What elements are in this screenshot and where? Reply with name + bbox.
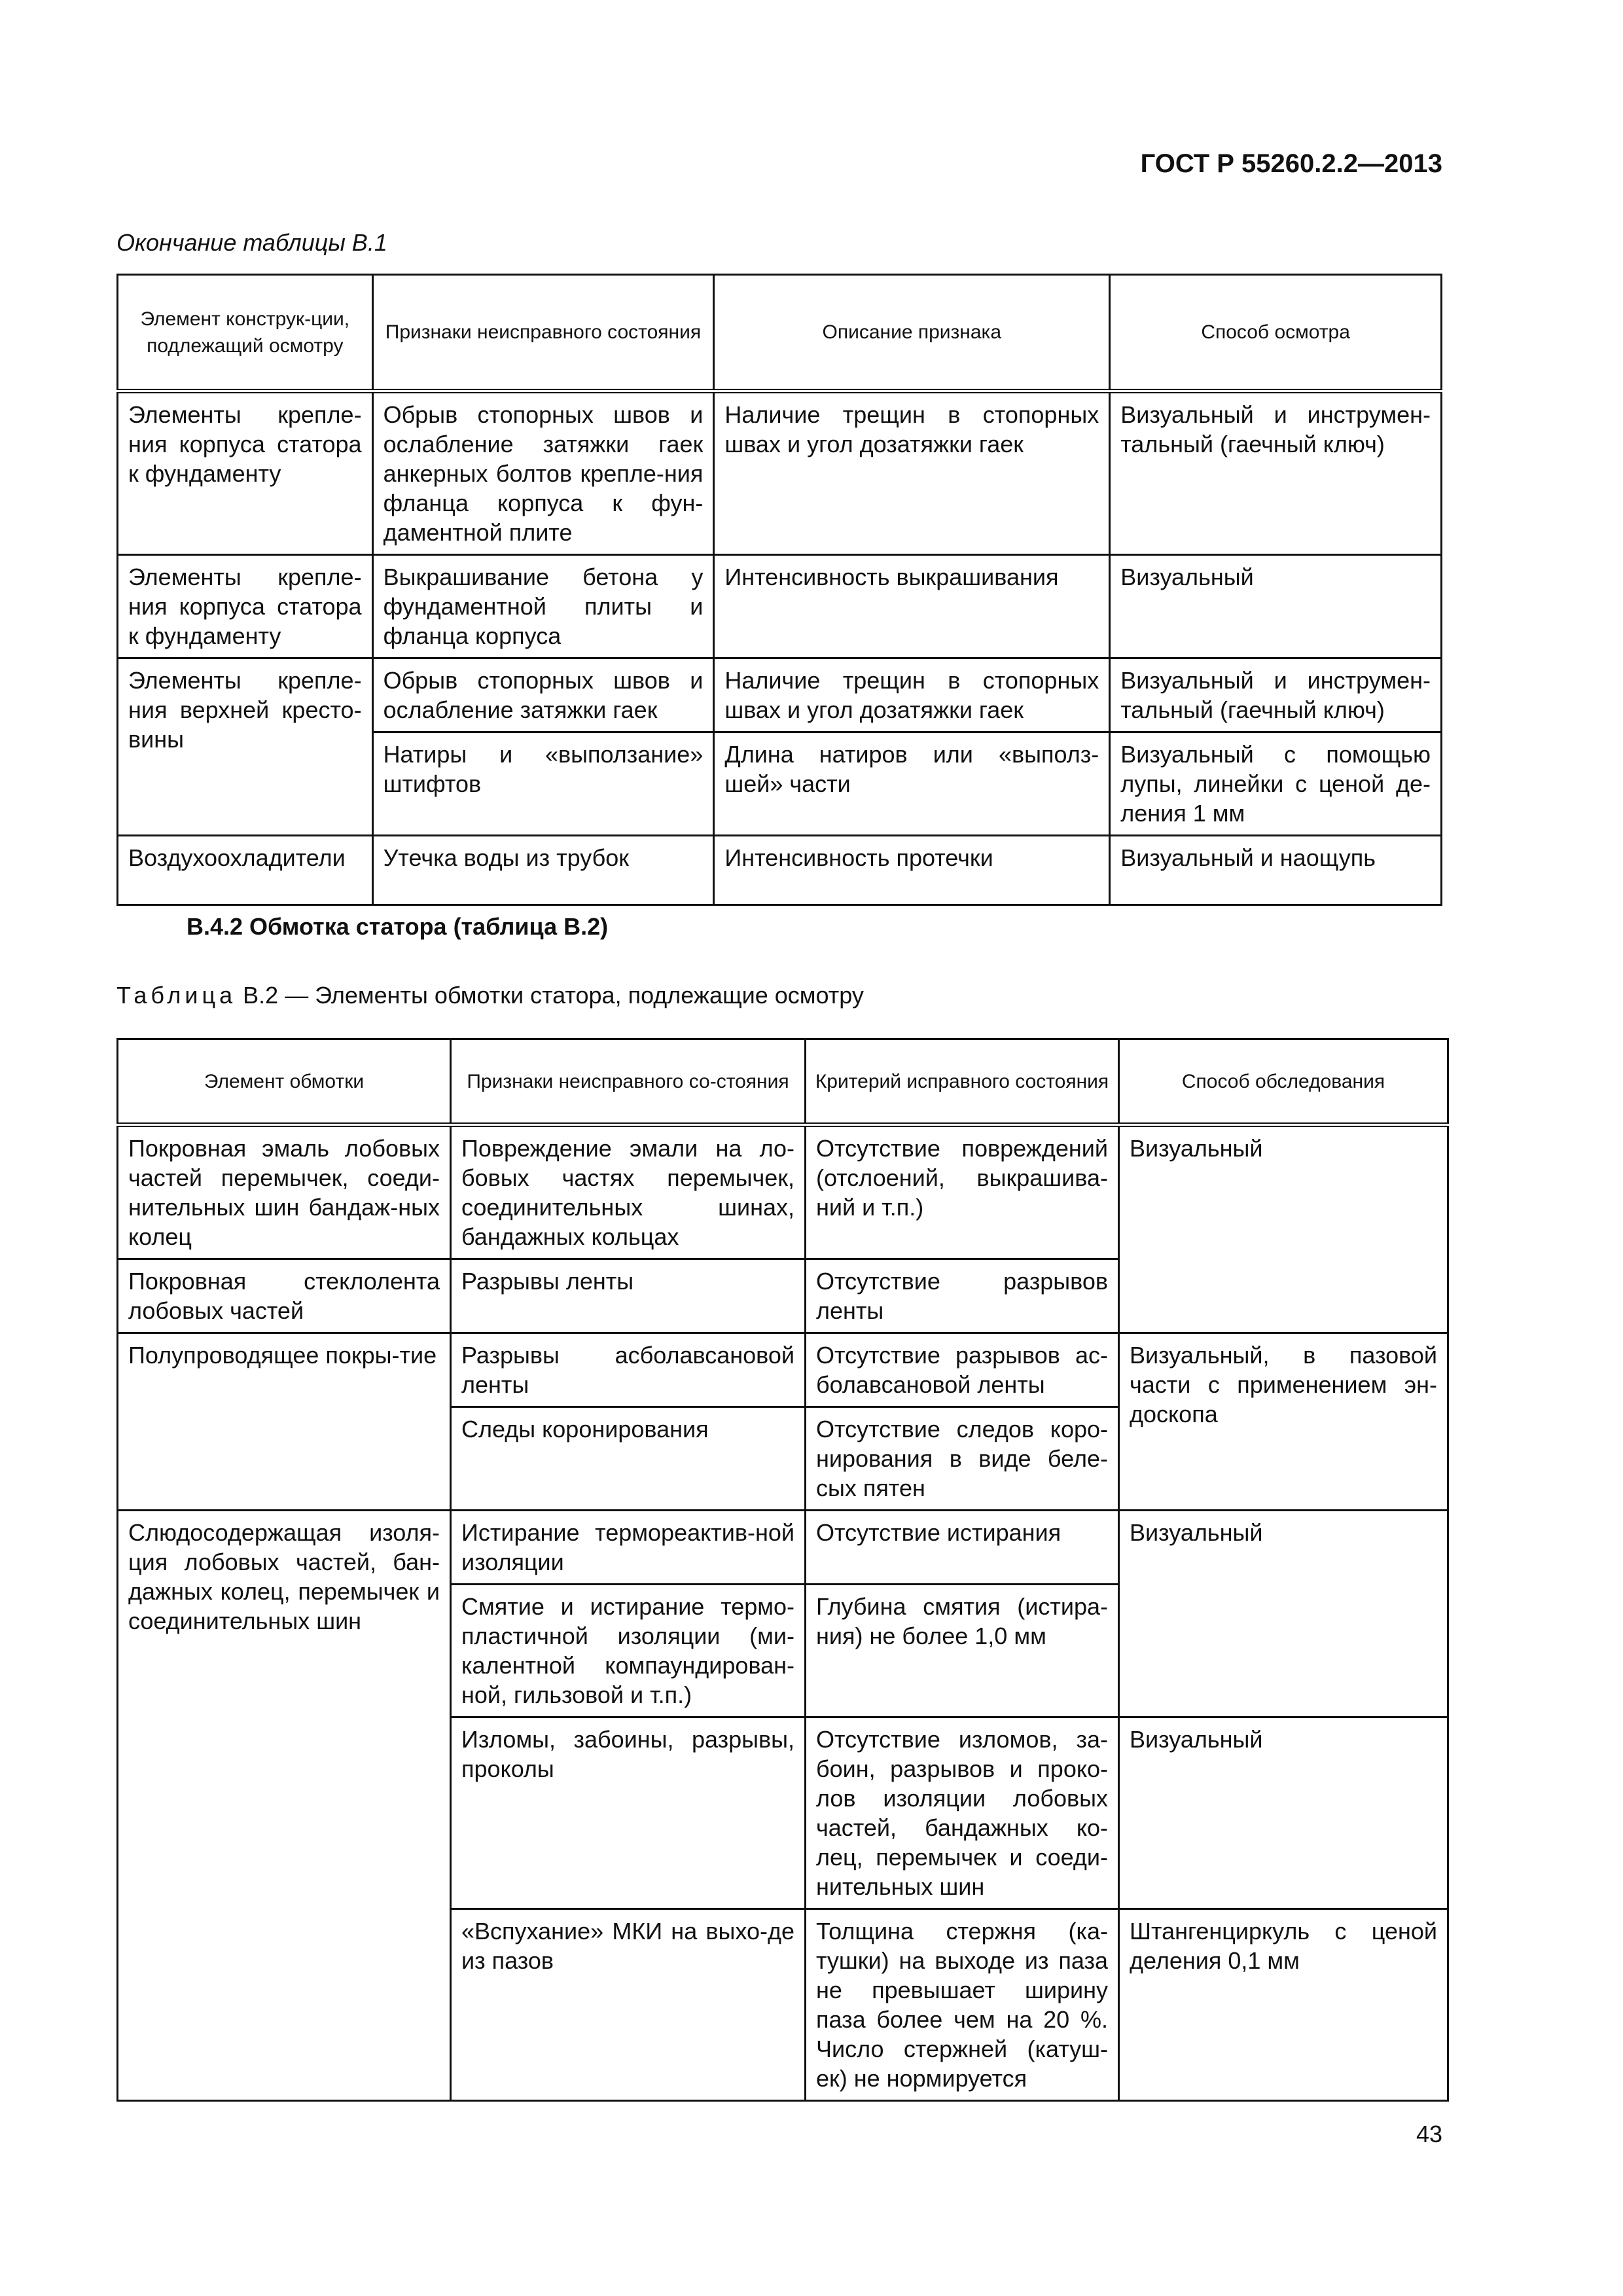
table-row [118,658,1442,732]
table-row [118,391,1442,555]
table-cell: Повреждение эмали на ло-бовых частях перемычек, соединительных шинах, бандажных кольцах [451,1125,806,1259]
table-cell: Толщина стержня (ка-тушки) на выходе из паза не превышает ширину паза более чем на 20 %. Число стержней (катуш-ек) не нормируется [806,1909,1119,2101]
table1-caption: Окончание таблицы В.1 [116,229,387,256]
table-cell: Разрывы асболавсановой ленты [451,1333,806,1407]
table-cell: Элементы крепле-ния корпуса статора к фундаменту [118,391,373,555]
table-cell: Покровная стеклолента лобовых частей [118,1259,451,1333]
table-cell: Изломы, забоины, разрывы, проколы [451,1717,806,1909]
table-cell: Обрыв стопорных швов и ослабление затяжки гаек анкерных болтов крепле-ния фланца корпуса к фун-даментной плите [372,391,714,555]
table-cell: Штангенциркуль с ценой деления 0,1 мм [1119,1909,1448,2101]
section-heading: В.4.2 Обмотка статора (таблица В.2) [187,913,609,940]
table-row [118,1511,1448,1585]
column-header: Способ осмотра [1110,275,1442,391]
column-header: Признаки неисправного состояния [372,275,714,391]
table-cell: Отсутствие следов коро-нирования в виде беле-сых пятен [806,1407,1119,1511]
page-number: 43 [1416,2121,1442,2147]
table-cell: Визуальный и наощупь [1110,836,1442,905]
table-cell: Слюдосодержащая изоля-ция лобовых частей, бан-дажных колец, перемычек и соединительных шин [118,1511,451,2101]
column-header: Способ обследования [1119,1039,1448,1125]
table-cell: Визуальный [1119,1717,1448,1909]
table-cell: Визуальный и инструмен-тальный (гаечный ключ) [1110,391,1442,555]
table-cell: Наличие трещин в стопорных швах и угол дозатяжки гаек [714,391,1110,555]
table-cell: Утечка воды из трубок [372,836,714,905]
table-cell: Элементы крепле-ния корпуса статора к фундаменту [118,555,373,658]
column-header: Признаки неисправного со-стояния [451,1039,806,1125]
table-cell: Покровная эмаль лобовых частей перемычек, соеди-нительных шин бандаж-ных колец [118,1125,451,1259]
table-cell: Натиры и «выползание» штифтов [372,732,714,836]
table-cell: Выкрашивание бетона у фундаментной плиты и фланца корпуса [372,555,714,658]
table-b2 [116,1038,1449,2102]
table-b1-end [116,274,1442,906]
table2-caption-text: В.2 — Элементы обмотки статора, подлежащие осмотру [236,982,864,1009]
column-header: Элемент конструк-ции, подлежащий осмотру [118,275,373,391]
table-cell: Визуальный [1110,555,1442,658]
table-row [118,1125,1448,1259]
document-id: ГОСТ Р 55260.2.2—2013 [1140,149,1442,178]
table-cell: Полупроводящее покры-тие [118,1333,451,1511]
table-cell: Элементы крепле-ния верхней кресто-вины [118,658,373,836]
table-row [118,1333,1448,1407]
table-header-row [118,275,1442,391]
table-cell: Отсутствие разрывов ленты [806,1259,1119,1333]
table-cell: Истирание термореактив-ной изоляции [451,1511,806,1585]
table-cell: Визуальный с помощью лупы, линейки с ценой де-ления 1 мм [1110,732,1442,836]
table-cell: Отсутствие разрывов ас-болавсановой ленты [806,1333,1119,1407]
table-cell: Визуальный и инструмен-тальный (гаечный ключ) [1110,658,1442,732]
table2-caption-label: Таблица [116,982,237,1009]
table-cell: Интенсивность протечки [714,836,1110,905]
table-cell: Воздухоохладители [118,836,373,905]
table-cell: Отсутствие изломов, за-боин, разрывов и проко-лов изоляции лобовых частей, бандажных ко-лец, перемычек и соеди-нительных шин [806,1717,1119,1909]
table-cell: «Вспухание» МКИ на выхо-де из пазов [451,1909,806,2101]
table-cell: Наличие трещин в стопорных швах и угол дозатяжки гаек [714,658,1110,732]
table-cell: Обрыв стопорных швов и ослабление затяжки гаек [372,658,714,732]
table-cell: Интенсивность выкрашивания [714,555,1110,658]
table-cell: Следы коронирования [451,1407,806,1511]
table-cell: Длина натиров или «выполз-шей» части [714,732,1110,836]
table-cell: Разрывы ленты [451,1259,806,1333]
table-cell: Глубина смятия (истира-ния) не более 1,0 мм [806,1585,1119,1717]
table-cell: Отсутствие истирания [806,1511,1119,1585]
column-header: Элемент обмотки [118,1039,451,1125]
column-header: Критерий исправного состояния [806,1039,1119,1125]
table-cell: Визуальный [1119,1125,1448,1333]
table-cell: Отсутствие повреждений (отслоений, выкрашива-ний и т.п.) [806,1125,1119,1259]
table-cell: Визуальный, в пазовой части с применением эн-доскопа [1119,1333,1448,1511]
table-row [118,555,1442,658]
table-row [118,836,1442,905]
table2-caption [116,982,864,1009]
table-cell: Смятие и истирание термо-пластичной изоляции (ми-калентной компаундирован-ной, гильзовой и т.п.) [451,1585,806,1717]
table-cell: Визуальный [1119,1511,1448,1717]
column-header: Описание признака [714,275,1110,391]
table-header-row [118,1039,1448,1125]
